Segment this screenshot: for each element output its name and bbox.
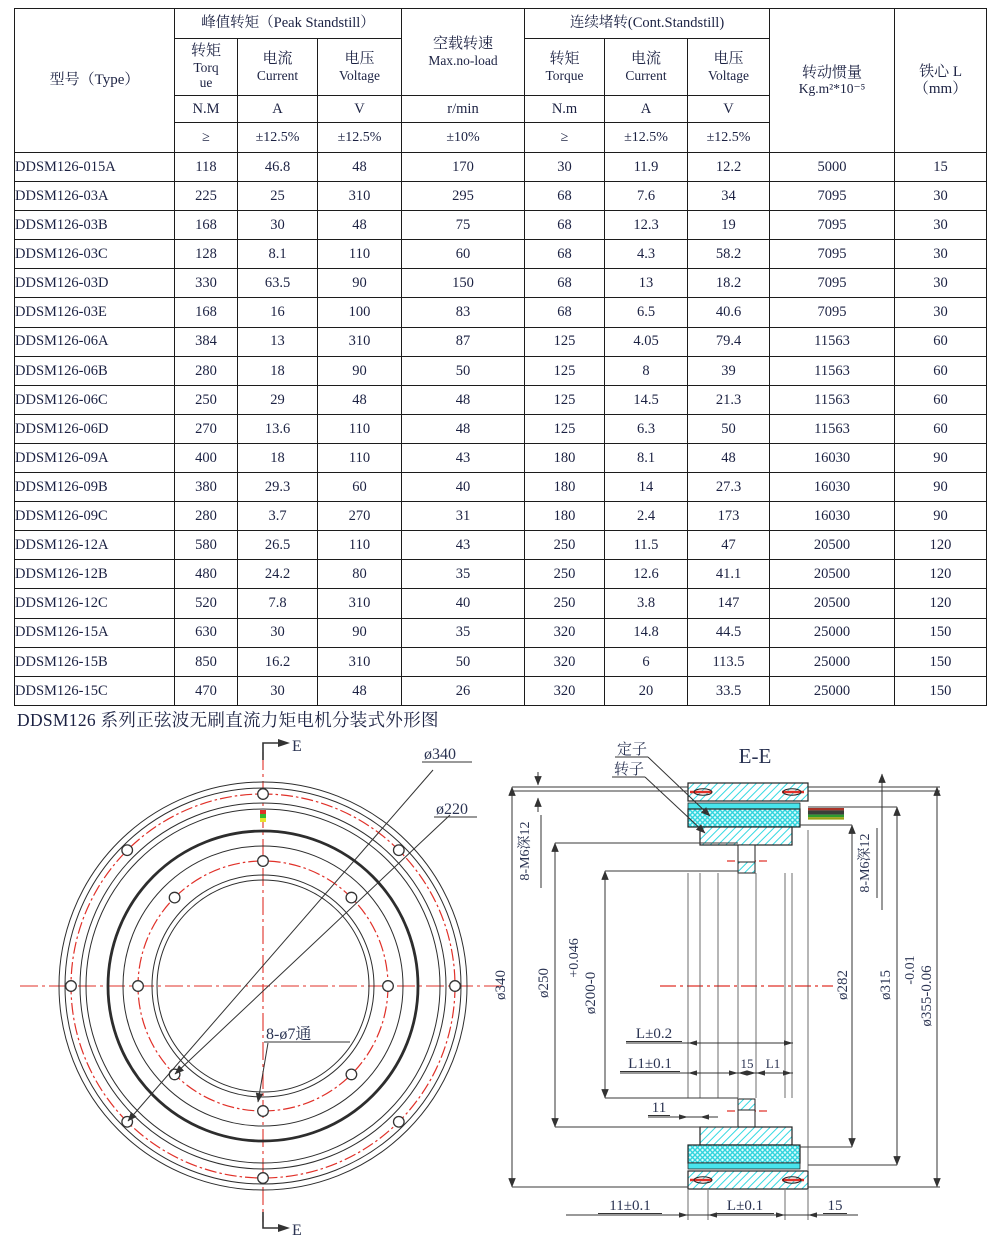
value-cell: 18 <box>238 356 318 385</box>
tap-label-left: 8-M6深12 <box>518 821 533 881</box>
value-cell: 320 <box>525 647 605 676</box>
table-row <box>15 502 987 531</box>
value-cell: 4.05 <box>605 327 688 356</box>
unit-cont-current: A <box>605 96 688 123</box>
col-header-cont-current: 电流 Current <box>605 39 688 96</box>
value-cell: 110 <box>318 443 402 472</box>
value-cell: 150 <box>895 618 987 647</box>
dim-label-d355-tol: -0.01 <box>903 955 918 985</box>
model-cell: DDSM126-15A <box>15 618 175 647</box>
value-cell: 110 <box>318 531 402 560</box>
rotor-label: 转子 <box>614 762 645 778</box>
value-cell: 35 <box>402 618 525 647</box>
value-cell: 320 <box>525 676 605 705</box>
value-cell: 7.8 <box>238 589 318 618</box>
model-cell: DDSM126-06B <box>15 356 175 385</box>
value-cell: 310 <box>318 647 402 676</box>
model-cell: DDSM126-15C <box>15 676 175 705</box>
value-cell: 44.5 <box>688 618 770 647</box>
value-cell: 250 <box>525 560 605 589</box>
value-cell: 7095 <box>770 182 895 211</box>
tol-cont-torque: ≥ <box>525 123 605 153</box>
value-cell: 60 <box>402 240 525 269</box>
value-cell: 100 <box>318 298 402 327</box>
dim-label-d315: ø315 <box>878 970 894 1000</box>
value-cell: 110 <box>318 240 402 269</box>
value-cell: 330 <box>175 269 238 298</box>
model-cell: DDSM126-03C <box>15 240 175 269</box>
value-cell: 35 <box>402 560 525 589</box>
front-view-drawing <box>20 738 506 1239</box>
value-cell: 120 <box>895 589 987 618</box>
value-cell: 3.8 <box>605 589 688 618</box>
unit-noload: r/min <box>402 96 525 123</box>
dim-label-L: L±0.2 <box>635 1026 673 1042</box>
value-cell: 14.8 <box>605 618 688 647</box>
dim-label-bot11: 11±0.1 <box>609 1198 651 1214</box>
dim-label-15: 15 <box>740 1056 754 1071</box>
value-cell: 90 <box>895 443 987 472</box>
value-cell: 11563 <box>770 385 895 414</box>
value-cell: 48 <box>318 211 402 240</box>
value-cell: 125 <box>525 356 605 385</box>
value-cell: 30 <box>895 298 987 327</box>
value-cell: 113.5 <box>688 647 770 676</box>
value-cell: 25 <box>238 182 318 211</box>
value-cell: 48 <box>688 443 770 472</box>
table-row <box>15 676 987 705</box>
value-cell: 11563 <box>770 327 895 356</box>
model-cell: DDSM126-06A <box>15 327 175 356</box>
model-cell: DDSM126-15B <box>15 647 175 676</box>
col-header-noload <box>402 9 525 96</box>
value-cell: 39 <box>688 356 770 385</box>
value-cell: 14 <box>605 473 688 502</box>
value-cell: 16030 <box>770 443 895 472</box>
value-cell: 40 <box>402 473 525 502</box>
value-cell: 168 <box>175 298 238 327</box>
model-cell: DDSM126-12A <box>15 531 175 560</box>
value-cell: 47 <box>688 531 770 560</box>
value-cell: 470 <box>175 676 238 705</box>
value-cell: 5000 <box>770 153 895 182</box>
value-cell: 11.9 <box>605 153 688 182</box>
section-marker-top <box>263 739 290 760</box>
value-cell: 13 <box>238 327 318 356</box>
col-header-core <box>895 9 987 153</box>
model-cell: DDSM126-03A <box>15 182 175 211</box>
value-cell: 68 <box>525 240 605 269</box>
table-row <box>15 560 987 589</box>
value-cell: 48 <box>318 153 402 182</box>
value-cell: 60 <box>895 414 987 443</box>
table-row <box>15 414 987 443</box>
value-cell: 90 <box>318 618 402 647</box>
value-cell: 43 <box>402 443 525 472</box>
value-cell: 80 <box>318 560 402 589</box>
value-cell: 310 <box>318 327 402 356</box>
value-cell: 30 <box>525 153 605 182</box>
extension-lines <box>512 787 940 1187</box>
value-cell: 180 <box>525 443 605 472</box>
value-cell: 30 <box>238 676 318 705</box>
value-cell: 380 <box>175 473 238 502</box>
inertia-unit: Kg.m²*10⁻⁵ <box>798 81 866 97</box>
value-cell: 110 <box>318 414 402 443</box>
value-cell: 26.5 <box>238 531 318 560</box>
value-cell: 6.5 <box>605 298 688 327</box>
value-cell: 30 <box>895 240 987 269</box>
dim-label-d200-tol: +0.046 <box>567 938 582 978</box>
value-cell: 11563 <box>770 414 895 443</box>
value-cell: 24.2 <box>238 560 318 589</box>
noload-cn: 空载转速 <box>432 36 493 53</box>
value-cell: 31 <box>402 502 525 531</box>
value-cell: 520 <box>175 589 238 618</box>
value-cell: 7095 <box>770 211 895 240</box>
value-cell: 30 <box>238 618 318 647</box>
value-cell: 125 <box>525 385 605 414</box>
value-cell: 320 <box>525 618 605 647</box>
spec-table-body <box>15 153 987 706</box>
value-cell: 7095 <box>770 298 895 327</box>
value-cell: 2.4 <box>605 502 688 531</box>
value-cell: 14.5 <box>605 385 688 414</box>
col-header-peak-current: 电流 Current <box>238 39 318 96</box>
value-cell: 87 <box>402 327 525 356</box>
value-cell: 40 <box>402 589 525 618</box>
value-cell: 16030 <box>770 473 895 502</box>
col-header-inertia <box>770 9 895 153</box>
value-cell: 19 <box>688 211 770 240</box>
table-row <box>15 385 987 414</box>
value-cell: 128 <box>175 240 238 269</box>
value-cell: 4.3 <box>605 240 688 269</box>
unit-peak-current: A <box>238 96 318 123</box>
value-cell: 250 <box>525 589 605 618</box>
core-cn: 铁心 L <box>919 63 962 80</box>
value-cell: 21.3 <box>688 385 770 414</box>
value-cell: 11.5 <box>605 531 688 560</box>
table-row <box>15 153 987 182</box>
value-cell: 40.6 <box>688 298 770 327</box>
value-cell: 68 <box>525 298 605 327</box>
value-cell: 90 <box>895 473 987 502</box>
lead-wire-bundle <box>808 808 844 820</box>
value-cell: 48 <box>318 676 402 705</box>
table-row <box>15 182 987 211</box>
motor-body-top <box>688 783 808 873</box>
motor-body-bottom <box>688 1099 808 1189</box>
value-cell: 83 <box>402 298 525 327</box>
value-cell: 58.2 <box>688 240 770 269</box>
value-cell: 33.5 <box>688 676 770 705</box>
value-cell: 50 <box>688 414 770 443</box>
dim-label-d200: ø200-0 <box>583 971 599 1015</box>
value-cell: 30 <box>895 211 987 240</box>
model-cell: DDSM126-09C <box>15 502 175 531</box>
value-cell: 12.3 <box>605 211 688 240</box>
value-cell: 170 <box>402 153 525 182</box>
table-row <box>15 531 987 560</box>
value-cell: 16 <box>238 298 318 327</box>
value-cell: 18.2 <box>688 269 770 298</box>
value-cell: 90 <box>895 502 987 531</box>
model-cell: DDSM126-09A <box>15 443 175 472</box>
value-cell: 68 <box>525 182 605 211</box>
model-cell: DDSM126-06D <box>15 414 175 443</box>
col-header-cont-torque: 转矩 Torque <box>525 39 605 96</box>
dim-label-11: 11 <box>651 1100 667 1116</box>
value-cell: 18 <box>238 443 318 472</box>
value-cell: 90 <box>318 269 402 298</box>
value-cell: 280 <box>175 356 238 385</box>
value-cell: 30 <box>238 211 318 240</box>
table-row <box>15 327 987 356</box>
value-cell: 12.6 <box>605 560 688 589</box>
model-cell: DDSM126-06C <box>15 385 175 414</box>
value-cell: 30 <box>895 269 987 298</box>
unit-peak-torque: N.M <box>175 96 238 123</box>
table-row <box>15 356 987 385</box>
tol-peak-voltage: ±12.5% <box>318 123 402 153</box>
col-header-cont-voltage: 电压 Voltage <box>688 39 770 96</box>
value-cell: 310 <box>318 589 402 618</box>
tol-noload: ±10% <box>402 123 525 153</box>
col-group-peak: 峰值转矩（Peak Standstill） <box>175 9 402 39</box>
dim-label-d355: ø355-0.06 <box>919 965 935 1027</box>
section-letter-bottom: E <box>292 1222 302 1239</box>
col-header-peak-torque: 转矩 Torq ue <box>175 39 238 96</box>
value-cell: 16.2 <box>238 647 318 676</box>
table-row <box>15 298 987 327</box>
value-cell: 16030 <box>770 502 895 531</box>
value-cell: 20500 <box>770 531 895 560</box>
value-cell: 13 <box>605 269 688 298</box>
value-cell: 90 <box>318 356 402 385</box>
dim-label-d282: ø282 <box>835 970 851 1000</box>
value-cell: 63.5 <box>238 269 318 298</box>
value-cell: 7095 <box>770 269 895 298</box>
value-cell: 30 <box>895 182 987 211</box>
mid-dimensions <box>620 1040 793 1119</box>
value-cell: 7.6 <box>605 182 688 211</box>
value-cell: 280 <box>175 502 238 531</box>
model-cell: DDSM126-09B <box>15 473 175 502</box>
core-unit: （mm） <box>913 80 968 97</box>
value-cell: 48 <box>318 385 402 414</box>
value-cell: 6.3 <box>605 414 688 443</box>
value-cell: 68 <box>525 269 605 298</box>
model-cell: DDSM126-03B <box>15 211 175 240</box>
value-cell: 25000 <box>770 647 895 676</box>
unit-cont-voltage: V <box>688 96 770 123</box>
value-cell: 310 <box>318 182 402 211</box>
value-cell: 147 <box>688 589 770 618</box>
value-cell: 295 <box>402 182 525 211</box>
section-view-drawing <box>493 741 940 1220</box>
value-cell: 46.8 <box>238 153 318 182</box>
table-row <box>15 240 987 269</box>
model-cell: DDSM126-12B <box>15 560 175 589</box>
model-cell: DDSM126-03D <box>15 269 175 298</box>
value-cell: 225 <box>175 182 238 211</box>
col-header-type: 型号（Type） <box>15 9 175 153</box>
spec-table <box>14 8 987 706</box>
unit-cont-torque: N.m <box>525 96 605 123</box>
model-cell: DDSM126-015A <box>15 153 175 182</box>
tol-cont-current: ±12.5% <box>605 123 688 153</box>
dia340-label: ø340 <box>424 746 456 763</box>
stator-label: 定子 <box>617 742 648 758</box>
tap-label-right: 8-M6深12 <box>858 833 873 893</box>
value-cell: 120 <box>895 531 987 560</box>
inertia-cn: 转动惯量 <box>802 64 863 81</box>
dim-label-L1b: L1 <box>765 1056 781 1071</box>
table-row <box>15 443 987 472</box>
value-cell: 12.2 <box>688 153 770 182</box>
value-cell: 180 <box>525 502 605 531</box>
table-row <box>15 647 987 676</box>
value-cell: 34 <box>688 182 770 211</box>
value-cell: 13.6 <box>238 414 318 443</box>
value-cell: 8 <box>605 356 688 385</box>
value-cell: 20500 <box>770 560 895 589</box>
value-cell: 20500 <box>770 589 895 618</box>
value-cell: 60 <box>895 385 987 414</box>
tol-peak-torque: ≥ <box>175 123 238 153</box>
value-cell: 15 <box>895 153 987 182</box>
value-cell: 8.1 <box>605 443 688 472</box>
value-cell: 20 <box>605 676 688 705</box>
value-cell: 48 <box>402 414 525 443</box>
value-cell: 48 <box>402 385 525 414</box>
value-cell: 150 <box>895 647 987 676</box>
value-cell: 50 <box>402 356 525 385</box>
value-cell: 6 <box>605 647 688 676</box>
table-row <box>15 211 987 240</box>
value-cell: 270 <box>318 502 402 531</box>
drawing-caption: DDSM126 系列正弦波无刷直流力矩电机分装式外形图 <box>17 710 439 730</box>
dim-label-d340: ø340 <box>493 970 509 1000</box>
tol-peak-current: ±12.5% <box>238 123 318 153</box>
value-cell: 120 <box>895 560 987 589</box>
value-cell: 29 <box>238 385 318 414</box>
col-header-peak-voltage: 电压 Voltage <box>318 39 402 96</box>
value-cell: 125 <box>525 327 605 356</box>
tol-cont-voltage: ±12.5% <box>688 123 770 153</box>
value-cell: 580 <box>175 531 238 560</box>
value-cell: 173 <box>688 502 770 531</box>
model-cell: DDSM126-03E <box>15 298 175 327</box>
value-cell: 400 <box>175 443 238 472</box>
value-cell: 150 <box>402 269 525 298</box>
unit-peak-voltage: V <box>318 96 402 123</box>
value-cell: 26 <box>402 676 525 705</box>
section-letter-top: E <box>292 738 302 755</box>
value-cell: 29.3 <box>238 473 318 502</box>
holes-label: 8-ø7通 <box>266 1026 312 1043</box>
leader-dia340 <box>128 770 433 1121</box>
value-cell: 384 <box>175 327 238 356</box>
value-cell: 150 <box>895 676 987 705</box>
value-cell: 630 <box>175 618 238 647</box>
value-cell: 50 <box>402 647 525 676</box>
value-cell: 25000 <box>770 618 895 647</box>
value-cell: 180 <box>525 473 605 502</box>
noload-en: Max.no-load <box>428 52 498 68</box>
value-cell: 3.7 <box>238 502 318 531</box>
value-cell: 60 <box>895 356 987 385</box>
value-cell: 850 <box>175 647 238 676</box>
value-cell: 68 <box>525 211 605 240</box>
value-cell: 60 <box>895 327 987 356</box>
table-row <box>15 589 987 618</box>
color-marker <box>260 810 266 822</box>
value-cell: 270 <box>175 414 238 443</box>
value-cell: 168 <box>175 211 238 240</box>
value-cell: 41.1 <box>688 560 770 589</box>
value-cell: 7095 <box>770 240 895 269</box>
col-group-cont: 连续堵转(Cont.Standstill) <box>525 9 770 39</box>
dim-label-botL: L±0.1 <box>726 1198 764 1214</box>
value-cell: 250 <box>525 531 605 560</box>
value-cell: 118 <box>175 153 238 182</box>
table-row <box>15 269 987 298</box>
value-cell: 75 <box>402 211 525 240</box>
value-cell: 11563 <box>770 356 895 385</box>
dim-label-L1: L1±0.1 <box>628 1056 672 1072</box>
section-title: E-E <box>738 744 772 768</box>
table-row <box>15 618 987 647</box>
value-cell: 8.1 <box>238 240 318 269</box>
value-cell: 480 <box>175 560 238 589</box>
outline-drawing <box>0 730 1000 1240</box>
value-cell: 250 <box>175 385 238 414</box>
value-cell: 25000 <box>770 676 895 705</box>
value-cell: 79.4 <box>688 327 770 356</box>
section-marker-bottom <box>263 1212 290 1232</box>
model-cell: DDSM126-12C <box>15 589 175 618</box>
value-cell: 43 <box>402 531 525 560</box>
dim-label-bot15: 15 <box>827 1198 843 1214</box>
table-row <box>15 473 987 502</box>
dia220-label: ø220 <box>436 801 468 818</box>
value-cell: 27.3 <box>688 473 770 502</box>
dim-label-d250: ø250 <box>536 968 552 998</box>
value-cell: 60 <box>318 473 402 502</box>
value-cell: 125 <box>525 414 605 443</box>
